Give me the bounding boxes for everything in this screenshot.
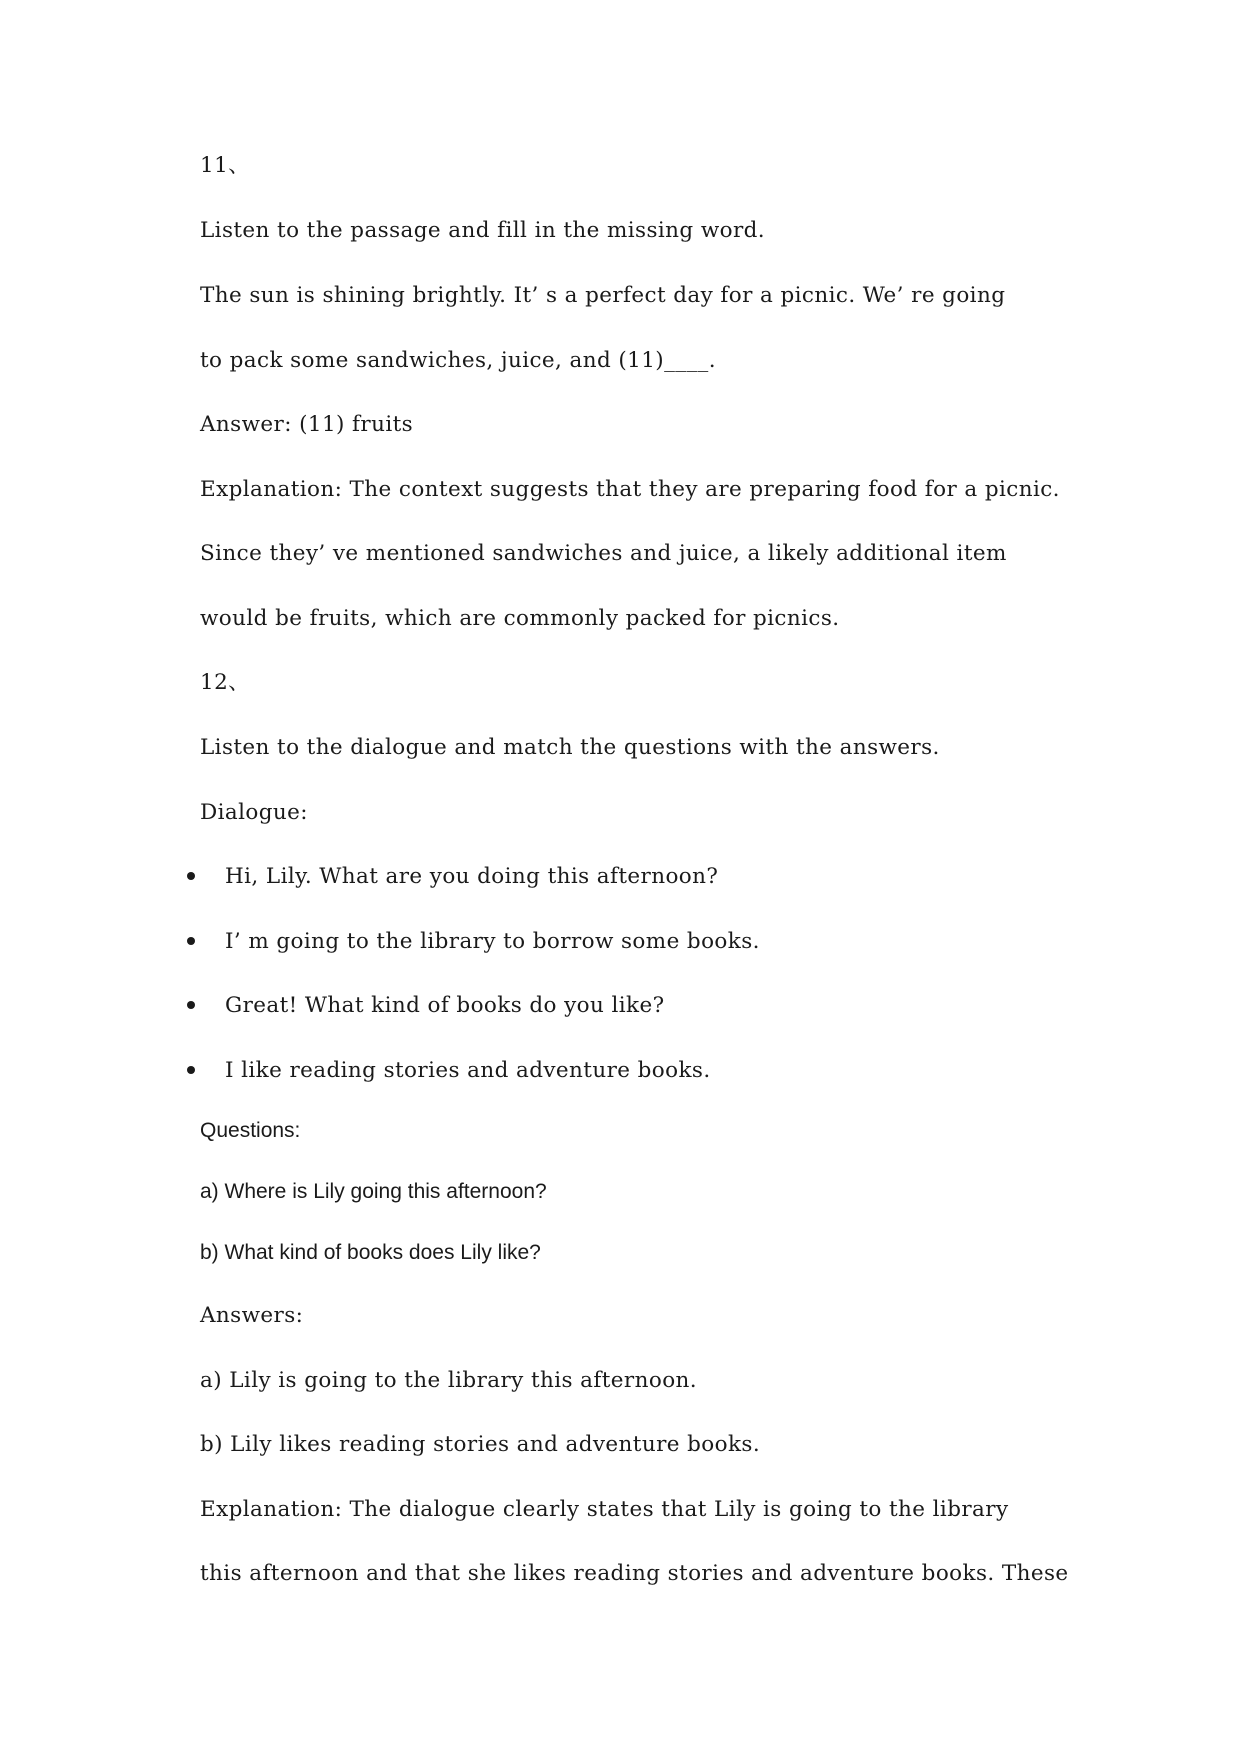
dialogue-line-2: I’ m going to the library to borrow some books.	[225, 929, 760, 954]
q11-passage-line-2: to pack some sandwiches, juice, and (11)____.	[200, 348, 716, 373]
q11-explanation-line-1: Explanation: The context suggests that they are preparing food for a picnic.	[200, 477, 1060, 502]
q12-instruction: Listen to the dialogue and match the questions with the answers.	[200, 735, 940, 760]
q11-passage-line-1: The sun is shining brightly. It’ s a perfect day for a picnic. We’ re going	[200, 283, 1006, 308]
question-number-11: 11、	[200, 153, 251, 178]
bullet-dot	[187, 872, 195, 880]
dialogue-line-3: Great! What kind of books do you like?	[225, 993, 665, 1018]
bullet-dot	[187, 1066, 195, 1074]
bullet-dot	[187, 937, 195, 945]
q12-answer-b: b) Lily likes reading stories and adventure books.	[200, 1432, 761, 1457]
q12-explanation-line-2: this afternoon and that she likes reading stories and adventure books. These	[200, 1561, 1069, 1586]
q12-explanation-line-1: Explanation: The dialogue clearly states that Lily is going to the library	[200, 1497, 1009, 1522]
q11-explanation-line-3: would be fruits, which are commonly packed for picnics.	[200, 606, 840, 631]
q12-question-b: b) What kind of books does Lily like?	[200, 1241, 541, 1264]
q11-explanation-line-2: Since they’ ve mentioned sandwiches and juice, a likely additional item	[200, 541, 1007, 566]
q12-dialogue-label: Dialogue:	[200, 800, 308, 825]
q11-instruction: Listen to the passage and fill in the missing word.	[200, 218, 766, 243]
q12-answers-label: Answers:	[200, 1303, 304, 1328]
q11-answer: Answer: (11) fruits	[200, 412, 414, 437]
q12-questions-label: Questions:	[200, 1119, 301, 1142]
question-number-12: 12、	[200, 670, 251, 695]
q12-answer-a: a) Lily is going to the library this afternoon.	[200, 1368, 698, 1393]
dialogue-line-4: I like reading stories and adventure books.	[225, 1058, 711, 1083]
q12-question-a: a) Where is Lily going this afternoon?	[200, 1180, 547, 1203]
bullet-dot	[187, 1001, 195, 1009]
dialogue-line-1: Hi, Lily. What are you doing this afternoon?	[225, 864, 719, 889]
